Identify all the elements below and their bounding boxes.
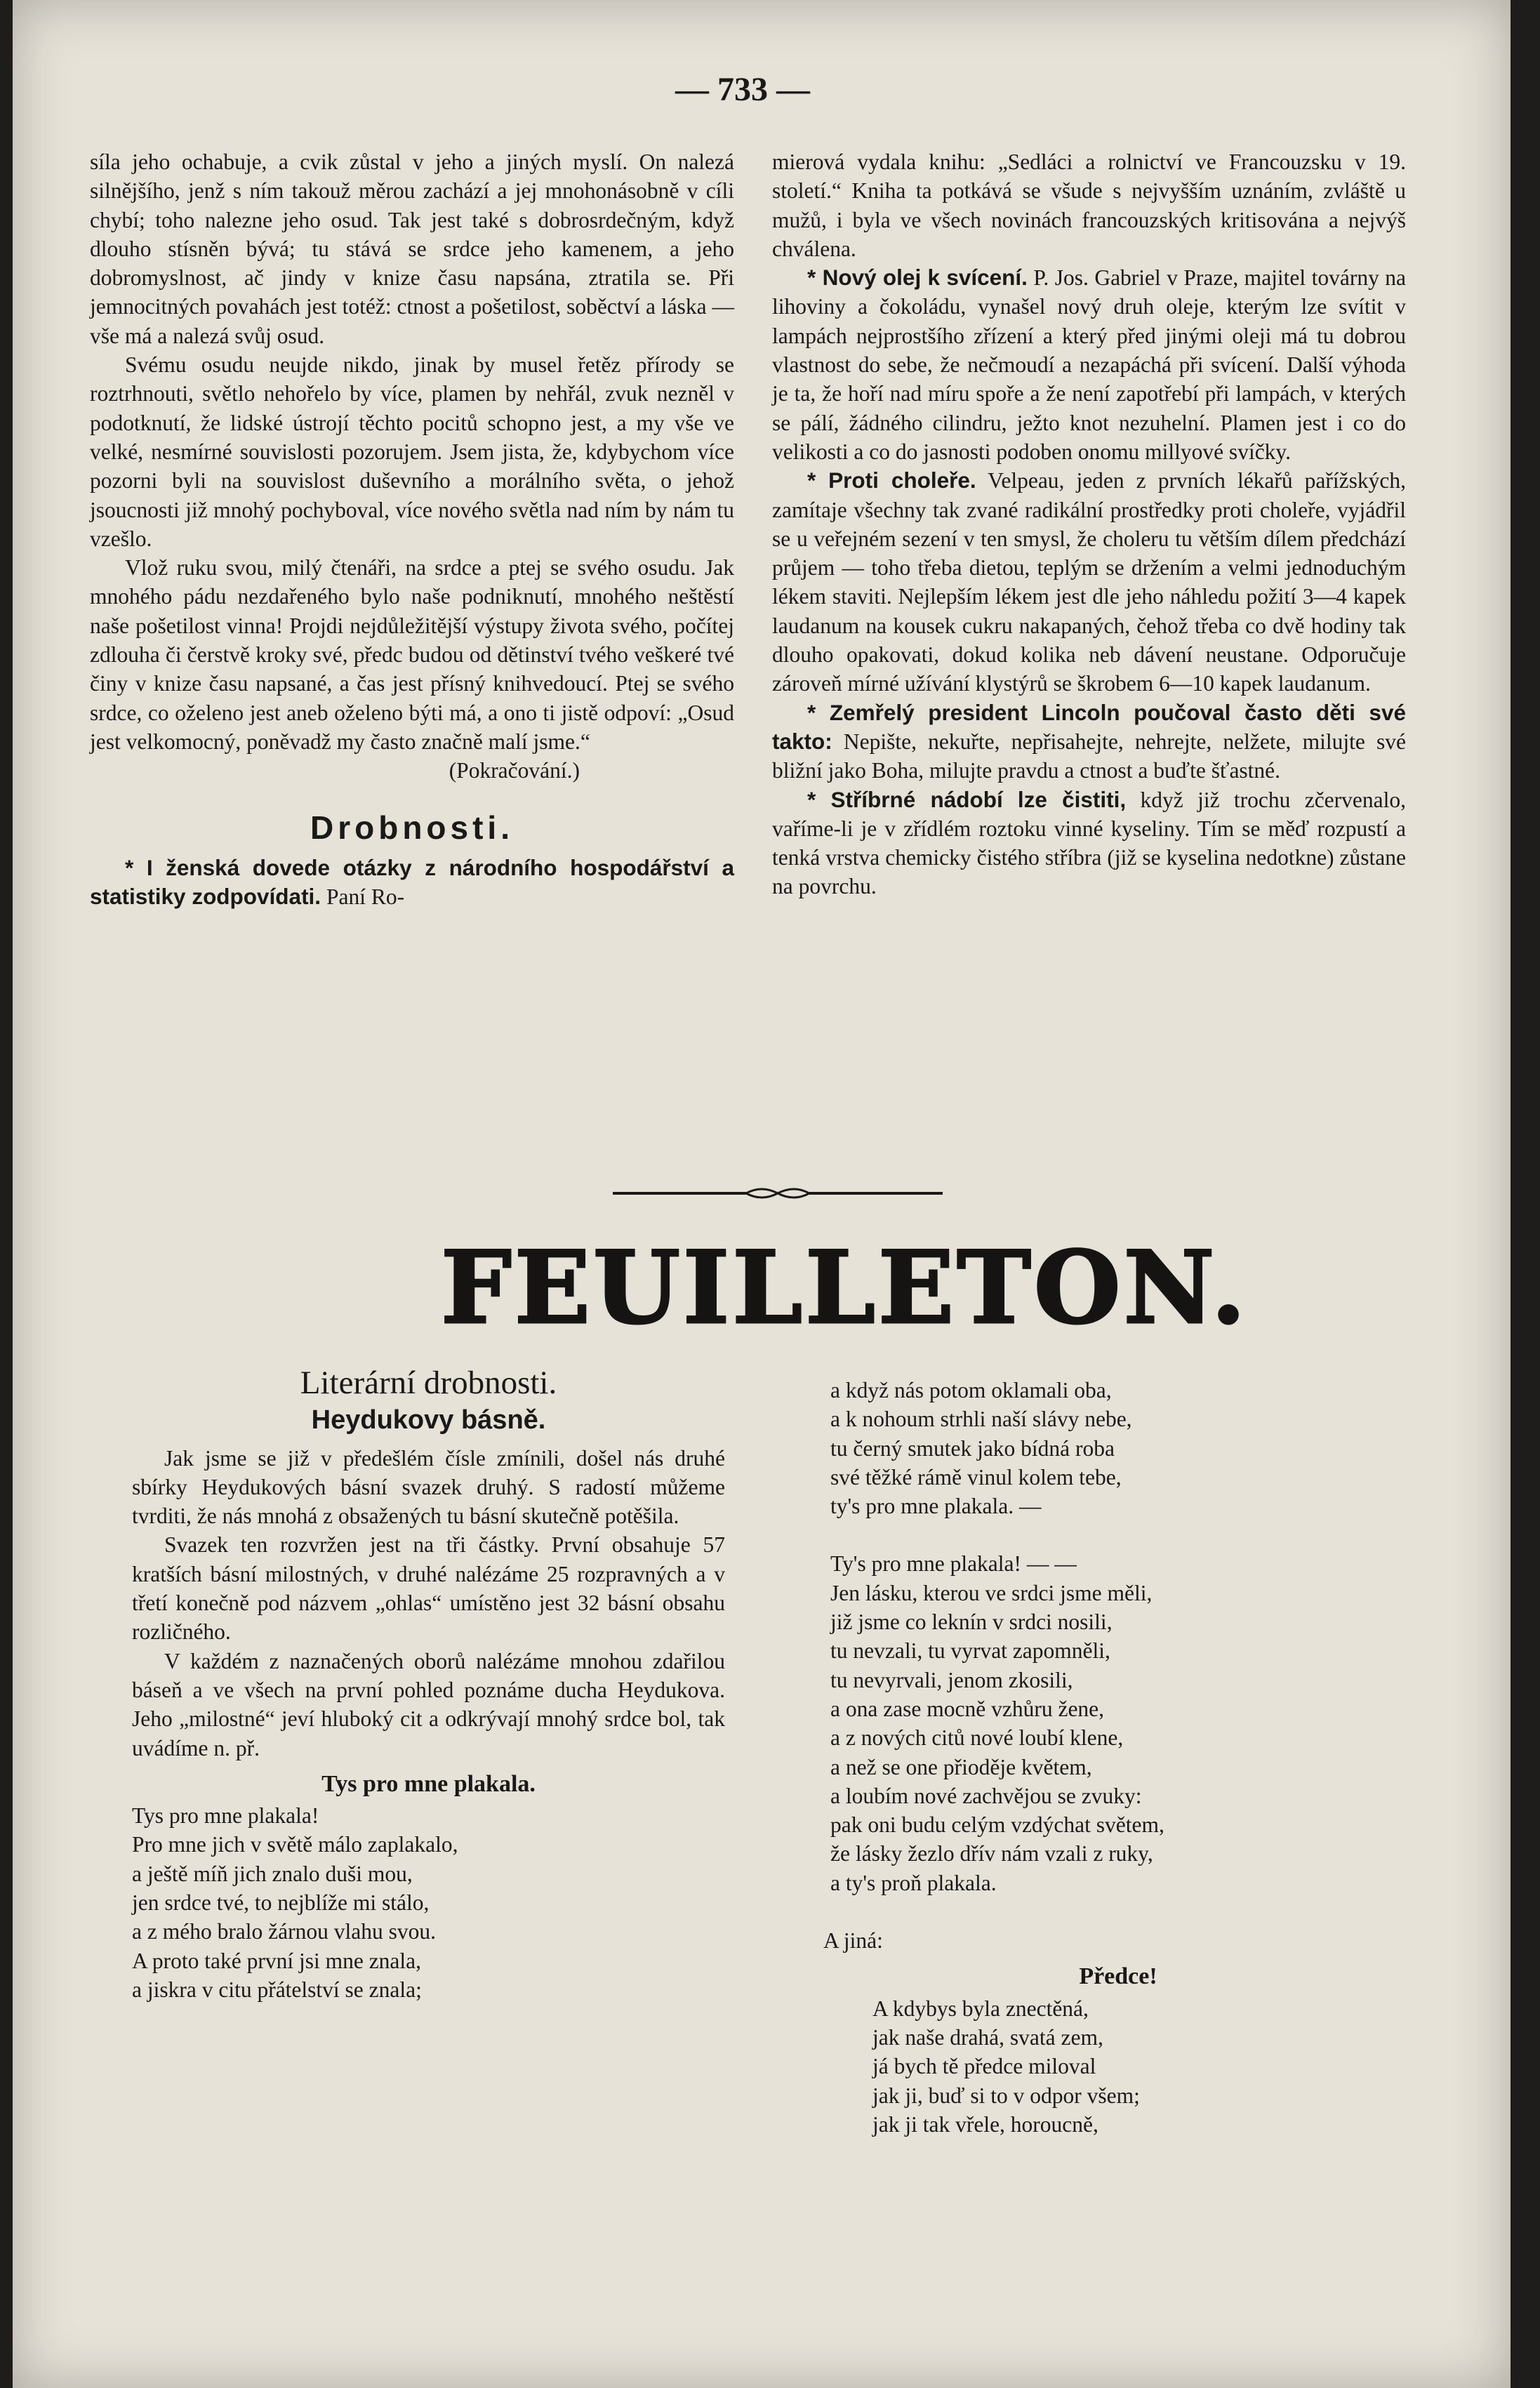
poem-line: Jen lásku, kterou ve srdci jsme měli, (830, 1580, 1153, 1605)
news-item-text: Nepište, nekuřte, nepřisahejte, nehrejte, nelžete, milujte své bližní jako Boha, milujte pravdu a ctnost a buďte šťastné. (772, 729, 1407, 783)
poem-line: jak naše drahá, svatá zem, (872, 2024, 1103, 2050)
poem-line: a když nás potom oklamali oba, (830, 1378, 1112, 1402)
feuilleton-title: FEUILLETON. (441, 1230, 1249, 1346)
poem-title: Tys pro mne plakala. (321, 1770, 536, 1797)
news-item-title: * Proti choleře. (807, 467, 976, 493)
intro-line: A jiná: (823, 1928, 883, 1953)
news-item-title: * Zemřelý president Lincoln poučoval často děti své takto: (772, 699, 1406, 754)
drobnosti-heading: Drobnosti. (310, 809, 514, 846)
article-paragraph: Svému osudu neujde nikdo, jinak by musel řetěz přírody se roztrhnouti, světlo nehořelo by více, plamen by nehřál, zvuk nezněl v podotknutí, že lidské ústrojí těchto pocitů schopno jest, a my vše ve velké, nesmírné souvislosti pozorujem. Jsem jista, že, kdybychom více pozorni byli na souvislost duševního a morálního světa, o jehož jsoucnosti již mnohý pochyboval, více nového světla nad ním by nám tu vzešlo. (90, 352, 734, 551)
poem-line: a ještě míň jich znalo duši mou, (132, 1861, 413, 1886)
poem-line: tu nevyrvali, jenom zkosili, (830, 1667, 1073, 1692)
poem-line: Tys pro mne plakala! (132, 1803, 319, 1829)
news-item-title: * I ženská dovede otázky z národního hospodářství a statistiky zodpovídati. (90, 854, 734, 910)
review-paragraph: Svazek ten rozvržen jest na tři částky. První obsahuje 57 kratších básní milostných, v druhé nalézáme 25 rozpravných a v třetí konečně pod názvem „ohlas“ umístěno jest 32 básní obsahu rozličného. (132, 1532, 725, 1645)
article-paragraph: Vlož ruku svou, milý čtenáři, na srdce a ptej se svého osudu. Jak mnohého pádu nezdařeného bylo naše podniknutí, mnohého neštěstí naše pošetilost vinna! Projdi nejdůležitější výstupy života svého, počítej zdlouha či čerstvě kroky své, předc budou od dětinství tvého veškeré tvé činy v knize času napsané, a čas jest přísný knihvedoucí. Ptej se svého srdce, co oželeno jest aneb oželeno býti má, a ono ti jistě odpoví: „Osud jest velkomocný, poněvadž my často značně malí jsme.“ (90, 555, 734, 754)
poem-line: Ty's pro mne plakala! — — (830, 1551, 1077, 1577)
poem-line: a loubím nové zachvějou se zvuky: (830, 1783, 1142, 1808)
poem-line: že lásky žezlo dřív nám vzali z ruky, (830, 1841, 1153, 1866)
left-column (90, 147, 734, 911)
poem-line: a ona zase mocně vzhůru žene, (830, 1696, 1105, 1721)
poem-line: a z mého bralo žárnou vlahu svou. (132, 1919, 436, 1944)
news-item-text: když již trochu zčervenalo, vaříme-li je v zřídlém roztoku vinné kyseliny. Tím se měď rozpustí a tenká vrstva chemicky čistého stříbra (již se kyselina nedotkne) zůstane na povrchu. (772, 787, 1406, 899)
news-item-title: * Stříbrné nádobí lze čistiti, (807, 786, 1127, 812)
news-item-text: Velpeau, jeden z prvních lékařů pařížských, zamítaje všechny tak zvané radikální prostředky proti choleře, vyjádřil se u veřejném sezení v ten smysl, že choleru tu větším dílem předchází průjem — toho třeba dietou, teplým se držením a velmi jednoduchým lékem staviti. Nejlepším lékem jest dle jeho náhledu požití 3—4 kapek laudanum na kousek cukru nakapaných, čehož třeba co dvě hodiny tak dlouho opakovati, dokud kolika neb dávení neustane. Odporučuje zároveň mírné užívání klystýrů se škrobem 6—10 kapek laudanum. (772, 468, 1406, 696)
page-number: — 733 — (675, 71, 810, 108)
poem-line: již jsme co leknín v srdci nosili, (830, 1610, 1113, 1635)
poem-line: jak ji, buď si to v odpor všem; (872, 2083, 1140, 2108)
poem-line: A kdybys byla znectěná, (872, 1996, 1089, 2021)
news-item-text: Paní Ro- (326, 884, 405, 910)
poem-line: a ty's proň plakala. (830, 1870, 997, 1895)
news-item-text: mierová vydala knihu: „Sedláci a rolnictví ve Francouzsku v 19. století.“ Kniha ta potkává se všude s nejvyšším uznáním, zvláště u mužů, i byla ve všech novinách francouzských kritisována a nejvýš chválena. (772, 150, 1406, 261)
subsection-heading: Heydukovy básně. (311, 1405, 546, 1435)
poem-line: a k nohoum strhli naší slávy nebe, (830, 1407, 1132, 1432)
poem-line: jen srdce tvé, to nejblíže mi stálo, (132, 1890, 430, 1916)
news-item-text: P. Jos. Gabriel v Praze, majitel továrny na lihoviny a čokoládu, vynašel nový druh oleje, kterým lze svítit v lampách nejprostšího zřízení a který před jinými oleji má tu dobrou vlastnost do sebe, že nečmoudí a nezapáchá při svícení. Další výhoda je ta, že hoří nad míru spoře a že není zapotřebí při lampách, v kterých se pálí, žádného cilindru, ježto knot nezuhelní. Plamen jest i co do velikosti a co do jasnosti podoben onomu millyové svíčky. (772, 265, 1406, 464)
section-heading: Literární drobnosti. (300, 1365, 557, 1401)
poem-line: a než se one přioděje květem, (830, 1754, 1092, 1779)
poem-line: já bych tě předce miloval (872, 2054, 1096, 2079)
feuilleton-left-column (132, 1365, 725, 2004)
poem-line: tu černý smutek jako bídná roba (830, 1435, 1115, 1461)
poem-line: a jiskra v citu přátelství se znala; (132, 1977, 422, 2002)
poem-line: Pro mne jich v světě málo zaplakalo, (132, 1832, 458, 1857)
news-item-title: * Nový olej k svícení. (807, 265, 1028, 291)
feuilleton-right-column (823, 1376, 1406, 2139)
poem-line: jak ji tak vřele, horoucně, (872, 2111, 1098, 2137)
review-paragraph: V každém z naznačených oborů nalézáme mnohou zdařilou báseň a ve všech na první pohled poznáme ducha Heydukova. Jeho „milostné“ jeví hluboký cit a odkrývají mnohý srdce bol, tak uvádíme n. př. (132, 1648, 725, 1760)
poem-line: pak oni budu celým vzdýchat světem, (830, 1812, 1164, 1838)
poem-line: tu nevzali, tu vyrvat zapomněli, (830, 1638, 1110, 1664)
poem-line: a z nových citů nové loubí klene, (830, 1725, 1124, 1751)
ornamental-rule (613, 1185, 943, 1202)
continued-note: (Pokračování.) (449, 758, 580, 783)
poem-line: A proto také první jsi mne znala, (132, 1948, 422, 1973)
article-paragraph: síla jeho ochabuje, a cvik zůstal v jeho a jiných myslí. On nalezá silnějšího, jenž s ním takouž měrou zachází a jej mnohonásobně v cíli chybí; toho nalezne jeho osud. Tak jest také s dobrosrdečným, když dlouho stísněn bývá; tu stává se srdce jeho kamenem, a jeho dobromyslnost, ač jindy v knize času napsána, ztratila se. Při jemnocitných povahách jest totéž: ctnost a pošetilost, soběctví a láska — vše má a nalezá svůj osud. (90, 150, 734, 348)
right-column (772, 147, 1406, 901)
review-paragraph: Jak jsme se již v předešlém čísle zmínili, došel nás druhé sbírky Heydukových básní svazek druhý. S radostí můžeme tvrditi, že nás mnohá z obsažených tu básní skutečně potěšila. (132, 1445, 725, 1529)
poem-title: Předce! (1079, 1963, 1157, 1990)
poem-line: své těžké rámě vinul kolem tebe, (830, 1464, 1122, 1490)
newspaper-page (13, 0, 1511, 2388)
poem-line: ty's pro mne plakala. — (830, 1494, 1042, 1519)
